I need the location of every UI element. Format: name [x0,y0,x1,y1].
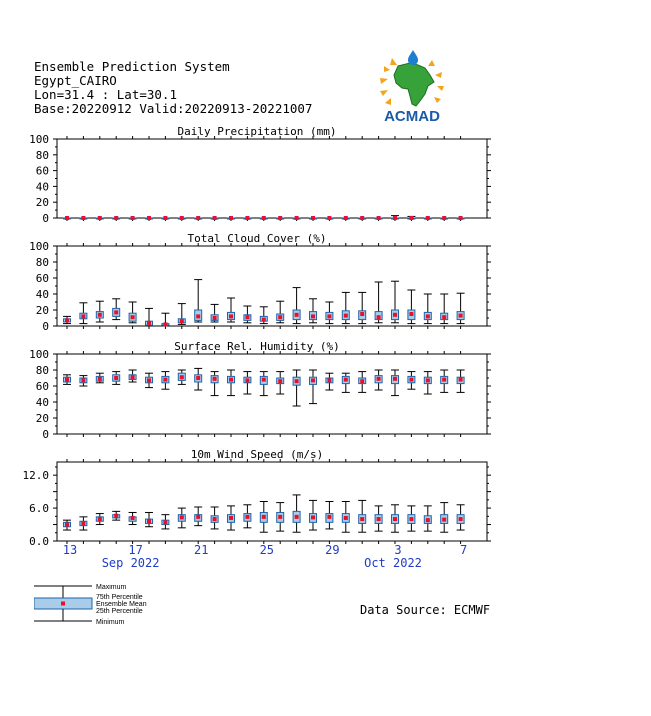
mean-marker [229,516,233,520]
mean-marker [295,515,299,519]
box-2022-10-06 [440,370,448,392]
mean-marker [163,322,167,326]
box-2022-09-29 [325,302,333,324]
box-2022-09-22 [211,304,219,322]
box-2022-09-28 [309,216,317,220]
mean-marker [295,216,299,220]
box-2022-10-02 [375,282,383,323]
panel-title: Daily Precipitation (mm) [177,125,337,138]
mean-marker [180,319,184,323]
box-2022-09-23 [227,298,235,322]
box-2022-09-13 [63,520,71,530]
box-2022-10-02 [375,216,383,220]
mean-marker [311,515,315,519]
box-2022-10-07 [457,505,465,530]
mean-marker [131,375,135,379]
legend-mean-marker [61,602,65,606]
panel-1 [29,232,491,333]
box-2022-09-18 [145,512,153,526]
box-2022-09-20 [178,216,186,220]
box-2022-09-14 [79,216,87,220]
mean-marker [344,314,348,318]
mean-marker [180,515,184,519]
box-2022-10-05 [424,506,432,531]
mean-marker [114,216,118,220]
box-2022-09-13 [63,316,71,323]
panel-2 [29,340,491,441]
legend-mean-label: Ensemble Mean [96,601,147,608]
box-2022-09-15 [96,301,104,322]
mean-marker [262,378,266,382]
box-2022-10-06 [440,294,448,324]
mean-marker [98,216,102,220]
box-2022-09-22 [211,507,219,529]
x-tick-label: 29 [325,543,340,557]
mean-marker [311,216,315,220]
y-tick-label: 100 [29,240,49,253]
box-2022-09-27 [293,288,301,324]
mean-marker [295,313,299,317]
box-2022-09-23 [227,216,235,220]
box-2022-10-04 [407,216,415,220]
mean-marker [360,517,364,521]
box-2022-09-27 [293,216,301,220]
box-2022-09-28 [309,299,317,323]
mean-marker [377,216,381,220]
mean-marker [262,216,266,220]
mean-marker [213,517,217,521]
panel-title: Surface Rel. Humidity (%) [174,340,340,353]
mean-marker [65,523,69,527]
box-2022-10-01 [358,216,366,220]
mean-marker [295,379,299,383]
mean-marker [393,216,397,220]
mean-marker [147,519,151,523]
box-2022-10-03 [391,281,399,323]
mean-marker [213,316,217,320]
mean-marker [311,378,315,382]
location-name: Egypt_CAIRO [34,73,117,88]
mean-marker [442,518,446,522]
mean-marker [442,315,446,319]
box-2022-09-25 [260,502,268,533]
y-tick-label: 0 [42,320,49,333]
mean-marker [114,514,118,518]
box-2022-09-20 [178,304,186,325]
box-2022-10-04 [407,290,415,324]
mean-marker [81,378,85,382]
mean-marker [426,216,430,220]
y-tick-label: 80 [35,148,49,162]
y-tick-label: 6.0 [29,502,49,516]
legend-p25-label: 25th Percentile [96,608,143,615]
mean-marker [377,315,381,319]
box-2022-09-16 [112,299,120,320]
mean-marker [278,379,282,383]
mean-marker [98,377,102,381]
box-2022-10-05 [424,294,432,324]
mean-marker [81,314,85,318]
y-tick-label: 80 [35,364,49,377]
mean-marker [131,315,135,319]
panel-title: Total Cloud Cover (%) [187,232,327,245]
y-tick-label: 100 [29,133,49,146]
x-tick-label: 21 [193,543,209,557]
x-tick-label: 3 [394,543,402,557]
coordinates: Lon=31.4 : Lat=30.1 [34,87,177,102]
mean-marker [426,314,430,318]
box-2022-09-19 [161,313,169,326]
box-2022-09-19 [161,216,169,220]
mean-marker [229,378,233,382]
box-2022-10-07 [457,370,465,392]
mean-marker [278,515,282,519]
mean-marker [262,515,266,519]
box-2022-09-15 [96,216,104,220]
mean-marker [131,216,135,220]
box-2022-09-21 [194,368,202,390]
box-2022-09-21 [194,280,202,322]
mean-marker [409,312,413,316]
mean-marker [229,216,233,220]
box-2022-09-27 [293,370,301,406]
legend-p75-label: 75th Percentile [96,594,143,601]
mean-marker [393,377,397,381]
y-tick-label: 20 [35,412,49,425]
box-2022-09-25 [260,307,268,324]
mean-marker [245,216,249,220]
mean-marker [459,216,463,220]
mean-marker [377,517,381,521]
box-2022-09-30 [342,216,350,220]
mean-marker [147,216,151,220]
y-tick-label: 20 [35,196,49,210]
mean-marker [344,378,348,382]
box-2022-09-16 [112,372,120,385]
legend-max-label: Maximum [96,584,127,591]
box-2022-10-01 [358,500,366,532]
box-2022-09-17 [129,370,137,382]
box-2022-10-05 [424,216,432,220]
mean-marker [98,517,102,521]
box-2022-09-29 [325,373,333,390]
mean-marker [163,216,167,220]
mean-marker [360,379,364,383]
box-2022-09-19 [161,515,169,529]
box-2022-10-06 [440,503,448,533]
box-2022-09-26 [276,301,284,323]
box-2022-10-07 [457,293,465,323]
mean-marker [196,515,200,519]
mean-marker [459,314,463,318]
box-2022-09-15 [96,514,104,525]
mean-marker [98,313,102,317]
panel-3 [23,448,492,548]
mean-marker [262,318,266,322]
mean-marker [180,216,184,220]
y-tick-label: 0 [42,212,49,225]
mean-marker [327,515,331,519]
y-tick-label: 12.0 [22,469,49,483]
y-tick-label: 100 [29,348,49,361]
box-2022-09-20 [178,370,186,384]
box-2022-09-23 [227,506,235,530]
box-2022-09-27 [293,495,301,532]
mean-marker [327,378,331,382]
box-2022-10-05 [424,372,432,394]
mean-marker [245,378,249,382]
box-2022-09-18 [145,373,153,387]
mean-marker [131,516,135,520]
box-2022-09-17 [129,216,137,220]
box-2022-09-28 [309,370,317,404]
box-2022-10-06 [440,216,448,220]
box-2022-10-03 [391,505,399,532]
mean-marker [311,314,315,318]
chart-legend [34,584,204,630]
mean-marker [360,312,364,316]
box-2022-10-04 [407,372,415,390]
box-2022-09-13 [63,375,71,385]
box-2022-09-17 [129,302,137,323]
box-2022-10-02 [375,370,383,390]
box-2022-09-18 [145,308,153,326]
panel-0 [29,125,491,225]
mean-marker [409,216,413,220]
box-2022-09-14 [79,517,87,530]
y-tick-label: 60 [35,164,49,178]
box-2022-09-24 [243,372,251,394]
mean-marker [163,378,167,382]
box-2022-09-21 [194,507,202,526]
panel-frame [57,354,487,434]
box-2022-10-03 [391,370,399,396]
box-2022-09-25 [260,216,268,220]
y-tick-label: 40 [35,180,49,194]
box-2022-09-21 [194,216,202,220]
panel-frame [57,139,487,218]
mean-marker [459,517,463,521]
box-2022-09-24 [243,306,251,323]
y-tick-label: 80 [35,256,49,269]
mean-marker [327,216,331,220]
x-tick-label: 17 [128,543,143,557]
mean-marker [65,318,69,322]
box-2022-09-25 [260,372,268,396]
box-2022-09-22 [211,372,219,396]
mean-marker [344,516,348,520]
mean-marker [278,315,282,319]
box-2022-10-01 [358,372,366,393]
mean-marker [114,376,118,380]
box-2022-09-16 [112,216,120,220]
system-title: Ensemble Prediction System [34,59,230,74]
mean-marker [114,310,118,314]
logo-text: ACMAD [384,108,440,124]
box-2022-10-03 [391,216,399,220]
mean-marker [196,314,200,318]
mean-marker [245,315,249,319]
mean-marker [426,518,430,522]
mean-marker [377,377,381,381]
mean-marker [147,321,151,325]
box-2022-09-14 [79,376,87,386]
mean-marker [442,216,446,220]
mean-marker [81,216,85,220]
x-month-label: Sep 2022 [101,556,160,570]
box-2022-09-16 [112,511,120,520]
y-tick-label: 40 [35,396,49,409]
mean-marker [245,515,249,519]
box-2022-09-17 [129,512,137,524]
mean-marker [65,378,69,382]
x-tick-label: 13 [62,543,78,557]
box-2022-09-23 [227,370,235,396]
mean-marker [180,375,184,379]
base-valid-dates: Base:20220912 Valid:20220913-20221007 [34,101,313,116]
box-2022-09-24 [243,505,251,528]
mean-marker [426,378,430,382]
y-tick-label: 60 [35,380,49,393]
box-2022-10-02 [375,506,383,531]
box-2022-09-24 [243,216,251,220]
box-2022-09-30 [342,502,350,533]
box-2022-09-26 [276,216,284,220]
mean-marker [213,377,217,381]
mean-marker [196,216,200,220]
box-2022-09-29 [325,216,333,220]
y-tick-label: 40 [35,288,49,301]
mean-marker [344,216,348,220]
x-tick-label: 25 [259,543,275,557]
box-2022-09-29 [325,502,333,529]
x-month-label: Oct 2022 [364,556,422,570]
panel-title: 10m Wind Speed (m/s) [190,448,324,461]
box-2022-09-26 [276,503,284,532]
mean-marker [213,216,217,220]
mean-marker [327,314,331,318]
y-tick-label: 0 [42,428,49,441]
mean-marker [163,520,167,524]
box-2022-09-19 [161,372,169,390]
mean-marker [393,313,397,317]
y-tick-label: 0.0 [29,535,49,548]
box-2022-09-13 [63,216,71,220]
panel-frame [57,246,487,326]
x-tick-label: 7 [459,543,468,557]
box-2022-09-15 [96,373,104,383]
box-2022-09-20 [178,508,186,528]
box-2022-09-18 [145,216,153,220]
mean-marker [409,378,413,382]
box-2022-09-22 [211,216,219,220]
mean-marker [229,314,233,318]
box-2022-09-28 [309,500,317,530]
mean-marker [81,521,85,525]
mean-marker [147,378,151,382]
y-tick-label: 60 [35,272,49,285]
mean-marker [65,216,69,220]
box-2022-10-07 [457,216,465,220]
legend-min-label: Minimum [96,619,125,626]
box-2022-10-01 [358,292,366,323]
mean-marker [393,517,397,521]
mean-marker [278,216,282,220]
mean-marker [442,378,446,382]
panel-frame [57,462,487,541]
mean-marker [409,517,413,521]
box-2022-09-30 [342,292,350,323]
box-2022-09-30 [342,373,350,392]
y-tick-label: 20 [35,304,49,317]
data-source: Data Source: ECMWF [360,603,491,617]
mean-marker [196,376,200,380]
mean-marker [360,216,364,220]
mean-marker [459,378,463,382]
box-2022-09-26 [276,372,284,394]
box-2022-09-14 [79,303,87,324]
box-2022-10-04 [407,506,415,531]
